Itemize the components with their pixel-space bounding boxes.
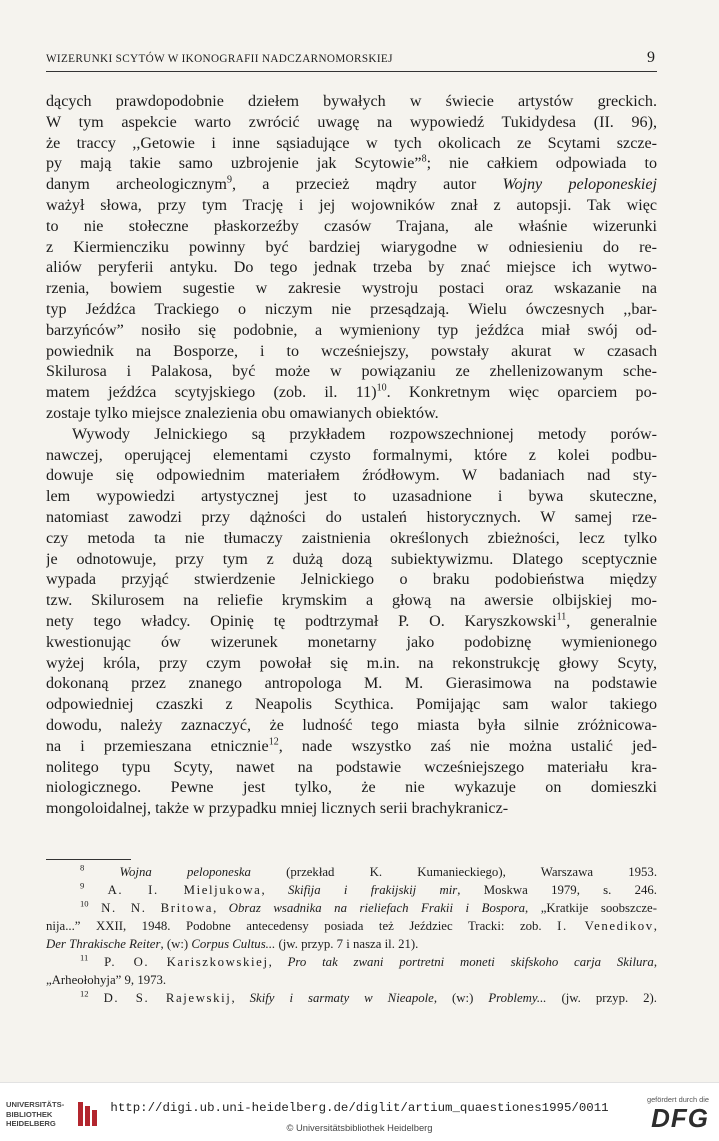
citation-title: Problemy... [488,991,547,1005]
citation-title: Skify i sarmaty w Nieapole [249,991,434,1005]
citation-title: Obraz wsadnika na rieliefach Frakii i Bospora [228,901,526,915]
body-line: zostaje tylko miejsce znalezienia obu omawianych obiektów. [46,404,439,422]
footnote-ref[interactable]: 9 [226,175,232,186]
body-line: natomiast zawodzi przy dążności do ustaleń historycznych. W samej rze- [46,508,657,526]
citation-text: , (w:) [433,991,489,1005]
footnote-line [46,863,657,881]
footnote-line [46,971,657,989]
body-line: nawczej, operującej elementami czysto formalnymi, które z kolei podbu- [46,446,657,464]
body-line: czy metoda ta nie tłumaczy zaistnienia określonych zbieżności, lecz tylko [46,529,657,547]
citation-text: , [268,955,288,969]
citation-text: , [653,955,657,969]
footnote-separator [46,859,131,860]
body-line [46,175,657,196]
dfg-funding-logo[interactable] [627,1095,709,1135]
running-header [46,50,657,72]
body-line: Skilurosa i Palakosa, być może w powiązaniu ze zhellenizowanym sche- [46,363,657,381]
citation-text: (jw. przyp. 7 i nasza il. 21). [275,937,419,951]
body-line: powiednik na Bosporze, i to wcześniejszy, powstały akurat w czasach [46,342,657,360]
body-line: niologicznego. Pewne jest tylko, że nie wykazuje on domieszki [46,779,657,797]
footnote-line [46,899,657,917]
body-line: Wywody Jelnickiego są przykładem rozpowszechnionej metody porów- [72,425,657,443]
body-line: je odnotowuje, przy tym z dużą dozą subiektywizmu. Dlatego sceptycznie [46,550,657,568]
library-name: UNIVERSITÄTS- BIBLIOTHEK HEIDELBERG [6,1100,65,1129]
footnote-line [46,935,657,953]
citation-title: Corpus Cultus... [191,937,276,951]
footnote-line [46,953,657,971]
body-line: ważył słowa, przy tym Trację i jej wojowników znał z autopsji. Tak więc [46,196,657,214]
citation-text: , „Kratkije soobszcze- [525,901,657,915]
body-line: wyżej króla, przy czym powołał się m.in. na rekonstrukcję głowy Scyty, [46,654,657,672]
permalink-url[interactable]: http://digi.ub.uni-heidelberg.de/diglit/artium_quaestiones1995/0011 [110,1101,609,1115]
footnote-ref[interactable]: 11 [556,611,567,623]
body-line: dących prawdopodobnie dziełem bywałych w świecie artystów greckich. [46,93,657,110]
footnote-ref[interactable]: 10 [376,383,387,394]
citation-text: , [231,991,250,1005]
body-line [46,737,657,758]
citation-author: N. N. Britowa [101,901,214,915]
line-text: matem jeźdźca scytyjskiego (zob. il. 11) [46,384,377,402]
body-line: dowuje się odpowiednim materiałem źródłowym. W badaniach nad sty- [46,467,657,485]
line-text: py mają takie samo uzbrojenie jak Scytowie” [46,155,422,173]
body-line: nolitego typu Scyty, nawet na podstawie wcześniejszego materiału kra- [46,758,657,776]
body-line [46,612,657,633]
footnote-number: 9 [80,881,85,891]
line-text: nety tego władcy. Opinię tę podtrzymał P. O. Karyszkowski [46,612,557,630]
body-line [46,383,657,404]
dfg-logo-text: DFG [651,1103,709,1133]
body-line: to nie stołeczne płaskorzeźby czasów Trajana, ale właśnie wizerunki [46,217,657,235]
italic-title: Wojny peloponeskiej [502,176,657,194]
body-line: dokonaną przez znanego antropologa M. M. Gierasimowa na podstawie [46,675,657,693]
body-line: dowodu, należy zaznaczyć, że ludność tego miasta była silnie zróżnicowa- [46,716,657,734]
citation-title: Skifija i frakijskij mir [287,883,458,897]
dfg-caption: gefördert durch die [646,1095,709,1104]
body-line: wypada przyjąć stwierdzenie Jelnickiego o braku podobieństwa między [46,571,657,589]
body-line: lem wypowiedzi artystycznej jest to uzasadnione i bywa skuteczne, [46,488,657,506]
body-line: kwestionując ów wizerunek monetarny jako podobiznę wymienionego [46,633,657,651]
citation-title: Der Thrakische Reiter [46,937,161,951]
body-line: z Kiermiencziku powinny być bardziej wiarygodne w odniesieniu do re- [46,238,657,256]
citation-title: Wojna peloponeska [119,865,251,879]
viewer-footer [0,1082,719,1141]
line-text: na i przemieszana etnicznie [46,737,269,755]
line-text: , a przecież mądry autor [231,176,503,194]
footnote-number: 11 [80,953,89,963]
body-line: że traccy ,,Getowie i inne sąsiadujące w tych okolicach ze Scytami szcze- [46,134,657,152]
citation-text: , [653,919,657,933]
body-line: mongoloidalnej, także w przypadku mniej licznych serii brachykranicz- [46,800,509,818]
citation-text: nija...” XXII, 1948. Podobne antecedensy posiada też Jeździec Tracki: zob. [46,919,558,933]
citation-text: , [261,883,288,897]
body-line: W tym aspekcie warto zwrócić uwagę na wypowiedź Tukidydesa (II. 96), [46,113,657,131]
body-line: typ Jeźdźca Trackiego o niczym nie przesądzają. Wielu ówczesnych ,,bar- [46,300,657,318]
line-text: , generalnie [566,612,657,630]
line-text: , nade wszystko zaś nie można ustalić jed- [278,737,657,755]
citation-author: A. I. Mieljukowa [107,883,262,897]
body-line: aliów peryferii antyku. Do tego jednak trzeba by znać miejsce ich wytwo- [46,259,657,277]
footnote-number: 12 [80,989,89,999]
footnote-ref[interactable]: 12 [268,736,279,748]
line-text: ; nie całkiem odpowiada to [426,155,657,173]
citation-title: Pro tak zwani portretni moneti skifskoho carja Skilura [287,955,654,969]
citation-text: , (w:) [160,937,192,951]
citation-author: P. O. Kariszkowskiej [104,955,269,969]
body-line: rzenia, bowiem sugestie w zakresie wystroju postaci oraz wskazanie na [46,280,657,298]
footnote-line [46,917,657,935]
running-title: WIZERUNKI SCYTÓW W IKONOGRAFII NADCZARNOMORSKIEJ [46,53,393,65]
citation-text: , Moskwa 1979, s. 246. [457,883,657,897]
body-text [46,92,657,820]
citation-author: D. S. Rajewskij [103,991,232,1005]
citation-author: I. Venedikov [557,919,654,933]
body-line [46,154,657,175]
body-line: tzw. Skilurosem na reliefie krymskim a głową na awersie olbijskiej mo- [46,592,657,610]
footnote-number: 10 [80,899,89,909]
footnote-line [46,881,657,899]
citation-text: (jw. przyp. 2). [546,991,657,1005]
line-text: danym archeologicznym [46,176,227,194]
citation-text: , [213,901,229,915]
line-text: . Konkretnym więc oparciem po- [386,384,657,402]
copyright-notice: © Universitätsbibliothek Heidelberg [286,1122,433,1133]
footnote-number: 8 [80,863,85,873]
citation-text: „Arheołohyja” 9, 1973. [46,973,167,987]
citation-text: (przekład K. Kumanieckiego), Warszawa 1953. [250,865,657,879]
body-line: barzyńców” nosiło się podobnie, a wymieniony typ jeźdźca miał swój od- [46,321,657,339]
page-number: 9 [647,49,655,66]
footnote-line [46,989,657,1007]
body-line: odpowiedniej czaszki z Neapolis Scythica. Pomijając sam walor takiego [46,696,657,714]
footnote-ref[interactable]: 8 [421,154,427,166]
footnotes [46,863,657,1007]
